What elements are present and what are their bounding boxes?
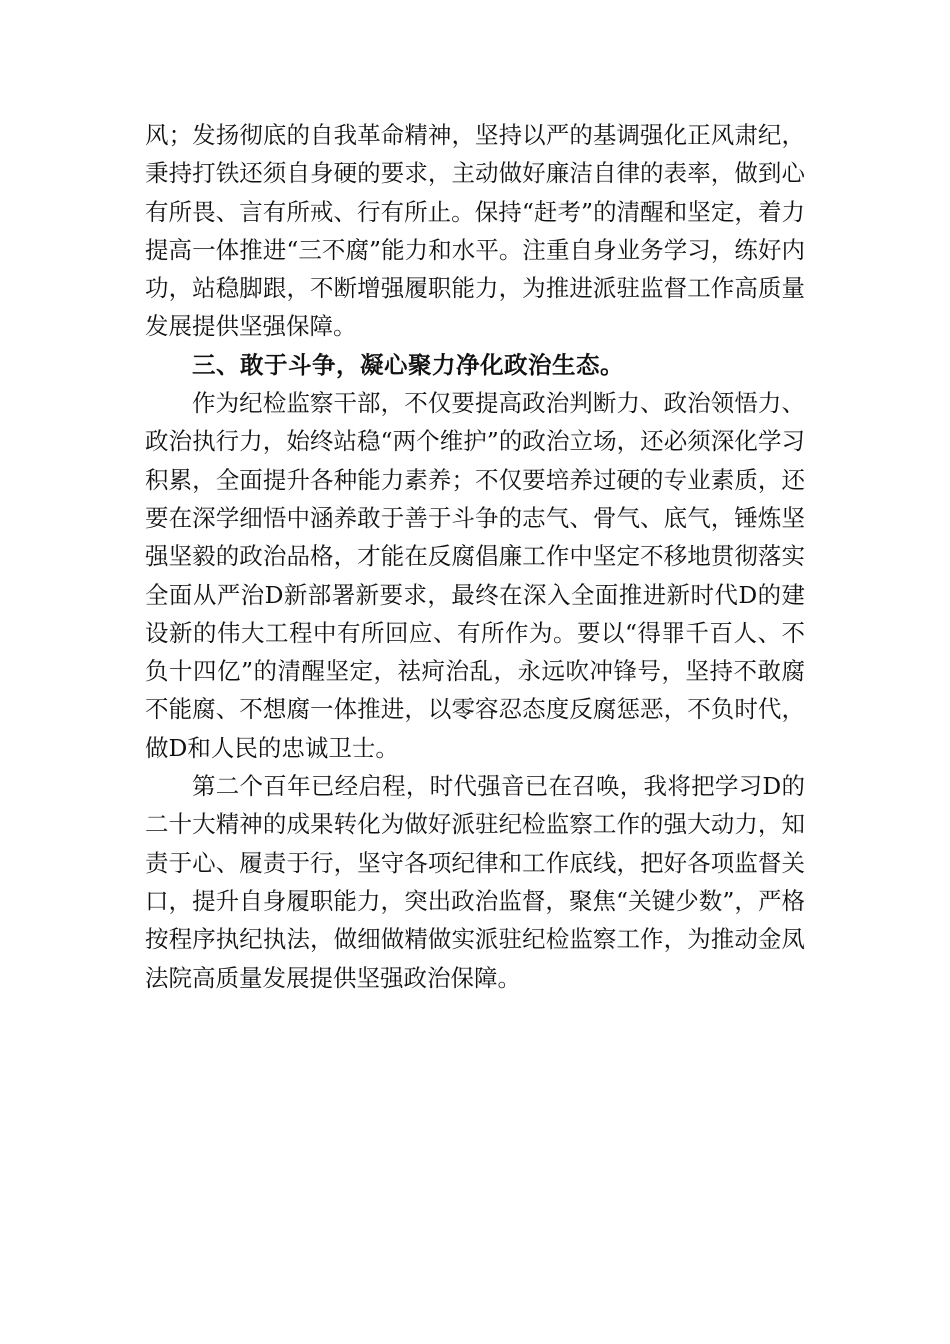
document-body: [145, 116, 805, 997]
body-paragraph-2: 第二个百年已经启程，时代强音已在召唤，我将把学习D的二十大精神的成果转化为做好派驻纪检监察工作的强大动力，知责于心、履责于行，坚守各项纪律和工作底线，把好各项监督关口，提升自身履职能力，突出政治监督，聚焦“关键少数”，严格按程序执纪执法，做细做精做实派驻纪检监察工作，为推动金凤法院高质量发展提供坚强政治保障。: [145, 772, 805, 992]
section-heading: 三、敢于斗争，凝心聚力净化政治生态。: [192, 350, 624, 379]
continued-paragraph: 风；发扬彻底的自我革命精神，坚持以严的基调强化正风肃纪，秉持打铁还须自身硬的要求，主动做好廉洁自律的表率，做到心有所畏、言有所戒、行有所止。保持“赶考”的清醒和坚定，着力提高一体推进“三不腐”能力和水平。注重自身业务学习，练好内功，站稳脚跟，不断增强履职能力，为推进派驻监督工作高质量发展提供坚强保障。: [145, 121, 805, 341]
body-paragraph-1: 作为纪检监察干部，不仅要提高政治判断力、政治领悟力、政治执行力，始终站稳“两个维护”的政治立场，还必须深化学习积累，全面提升各种能力素养；不仅要培养过硬的专业素质，还要在深学细悟中涵养敢于善于斗争的志气、骨气、底气，锤炼坚强坚毅的政治品格，才能在反腐倡廉工作中坚定不移地贯彻落实全面从严治D新部署新要求，最终在深入全面推进新时代D的建设新的伟大工程中有所回应、有所作为。要以“得罪千百人、不负十四亿”的清醒坚定，祛疴治乱，永远吹冲锋号，坚持不敢腐不能腐、不想腐一体推进，以零容忍态度反腐惩恶，不负时代，做D和人民的忠诚卫士。: [145, 389, 805, 762]
